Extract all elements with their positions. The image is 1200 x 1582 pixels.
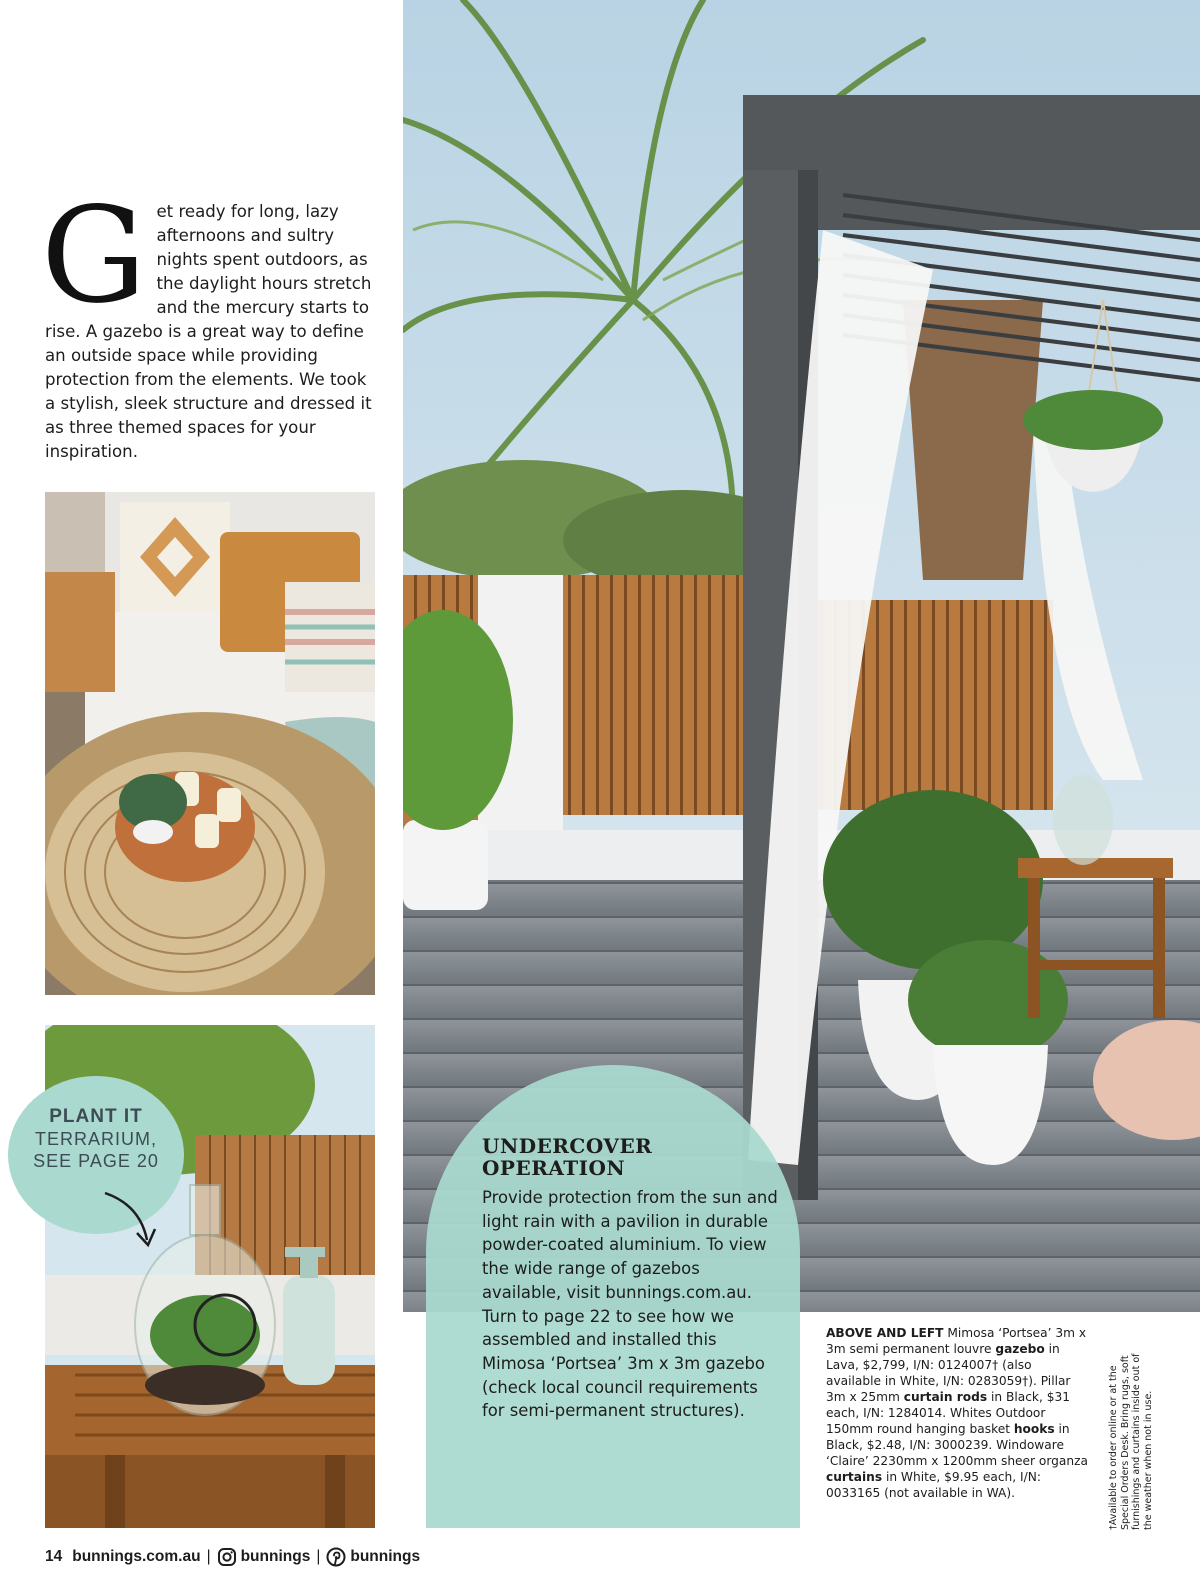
- footer-pinterest-handle[interactable]: bunnings: [350, 1548, 421, 1565]
- caption-text-4: in Black, $2.48, I/N: 3000239. Windoware ‘Claire’ 2230mm x 1200mm sheer organza: [826, 1422, 1088, 1468]
- plant-it-line-2: SEE PAGE 20: [33, 1151, 159, 1171]
- drop-cap: G: [41, 179, 147, 333]
- undercover-body: Provide protection from the sun and light rain with a pavilion in durable powder-coated aluminium. To view the wide range of gazebos available, visit bunnings.com.au. Turn to page 22 to see how we assembled and installed this Mimosa ‘Portsea’ 3m x 3m gazebo (check local council requirements for semi-permanent structures).: [482, 1188, 778, 1421]
- caption-text-2: in Lava, $2,799, I/N: 0124007† (also available in White, I/N: 0283059†). Pillar 3m x 25mm: [826, 1342, 1071, 1404]
- caption-bold-curtains: curtains: [826, 1470, 883, 1484]
- caption-text-5: in White, $9.95 each, I/N: 0033165 (not available in WA).: [826, 1470, 1041, 1500]
- instagram-icon[interactable]: [217, 1547, 237, 1567]
- intro-text: et ready for long, lazy afternoons and sultry nights spent outdoors, as the daylight hours stretch and the mercury starts to rise. A gazebo is a great way to define an outside space while providing protection from the elements. We took a stylish, sleek structure and dressed it as three themed spaces for your inspiration.: [45, 202, 372, 461]
- footer-website-link[interactable]: bunnings.com.au: [72, 1548, 201, 1565]
- plant-it-line-1: TERRARIUM,: [35, 1129, 157, 1149]
- product-caption: [826, 1325, 1088, 1501]
- pinterest-icon[interactable]: [326, 1547, 346, 1567]
- caption-bold-gazebo: gazebo: [995, 1342, 1045, 1356]
- footer-separator: |: [206, 1548, 211, 1565]
- undercover-title-line-1: UNDERCOVER: [482, 1134, 653, 1158]
- page-number: 14: [45, 1548, 63, 1565]
- page-footer: [45, 1546, 420, 1568]
- undercover-title: [482, 1135, 782, 1179]
- caption-bold-hooks: hooks: [1013, 1422, 1055, 1436]
- caption-lead: ABOVE AND LEFT: [826, 1326, 944, 1340]
- undercover-title-line-2: OPERATION: [482, 1156, 626, 1180]
- caption-bold-curtain-rods: curtain rods: [903, 1390, 988, 1404]
- caption-text-1: Mimosa ‘Portsea’ 3m x 3m semi permanent louvre: [826, 1326, 1087, 1356]
- curved-arrow-icon: [95, 1185, 165, 1255]
- intro-paragraph: [41, 179, 375, 464]
- plant-it-title: PLANT IT: [49, 1106, 143, 1127]
- footer-separator: |: [316, 1548, 321, 1565]
- footnote-text: †Available to order online or at the Special Orders Desk. Bring rugs, soft furnishings and curtains inside out of the weather when not in use.: [1108, 1353, 1154, 1530]
- sofa-cushions-photo: [45, 492, 375, 995]
- footer-instagram-handle[interactable]: bunnings: [240, 1548, 311, 1565]
- caption-text-3: in Black, $31 each, I/N: 1284014. Whites Outdoor 150mm round hanging basket: [826, 1390, 1070, 1436]
- footnote-vertical: [1108, 1350, 1168, 1530]
